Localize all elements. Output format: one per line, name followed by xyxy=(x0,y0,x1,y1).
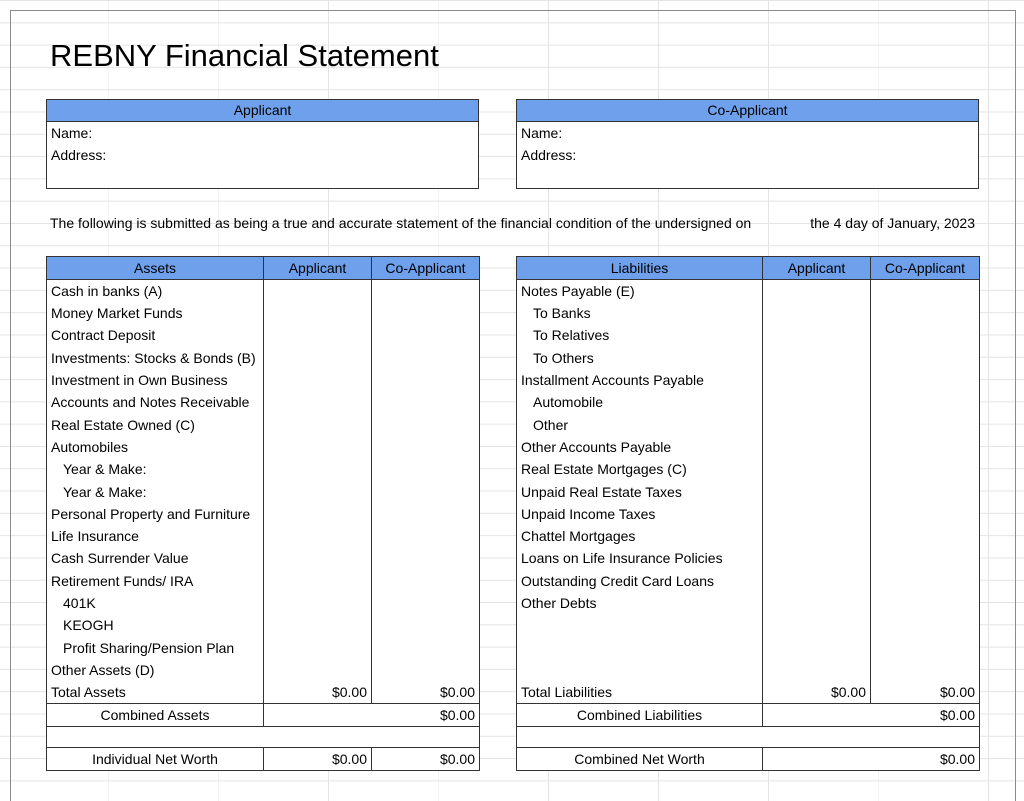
assets-applicant-cell[interactable] xyxy=(264,280,372,303)
liabilities-gap-cell xyxy=(517,727,980,749)
liabilities-row-label: Chattel Mortgages xyxy=(517,525,763,547)
assets-row-label: Other Assets (D) xyxy=(47,659,264,681)
liabilities-row xyxy=(517,614,980,636)
assets-coapplicant-cell[interactable] xyxy=(372,280,480,303)
assets-row-label: Year & Make: xyxy=(47,458,264,480)
liabilities-coapplicant-col-header: Co-Applicant xyxy=(871,257,980,280)
individual-net-worth-applicant[interactable]: $0.00 xyxy=(264,748,372,771)
liabilities-coapplicant-cell[interactable] xyxy=(871,280,980,303)
assets-applicant-cell[interactable] xyxy=(264,547,372,569)
liabilities-applicant-col-header: Applicant xyxy=(763,257,871,280)
individual-net-worth-row xyxy=(47,748,480,771)
liabilities-combined-value[interactable]: $0.00 xyxy=(871,704,980,727)
liabilities-coapplicant-cell[interactable] xyxy=(871,391,980,413)
coapplicant-name-label: Name: xyxy=(521,125,563,141)
liabilities-row-label: Installment Accounts Payable xyxy=(517,369,763,391)
assets-row-label: Personal Property and Furniture xyxy=(47,503,264,525)
liabilities-coapplicant-cell[interactable] xyxy=(871,525,980,547)
liabilities-coapplicant-cell[interactable] xyxy=(871,659,980,681)
liabilities-coapplicant-cell[interactable] xyxy=(871,570,980,592)
liabilities-applicant-cell[interactable] xyxy=(763,547,871,569)
assets-row-label: Investments: Stocks & Bonds (B) xyxy=(47,347,264,369)
liabilities-applicant-cell[interactable] xyxy=(763,391,871,413)
liabilities-row xyxy=(517,324,980,346)
liabilities-row-label: Real Estate Mortgages (C) xyxy=(517,458,763,480)
liabilities-row-label: To Others xyxy=(517,347,763,369)
assets-row-label: Year & Make: xyxy=(47,480,264,502)
liabilities-applicant-cell[interactable] xyxy=(763,324,871,346)
assets-coapplicant-cell[interactable] xyxy=(372,659,480,681)
liabilities-row-label xyxy=(517,614,763,636)
assets-applicant-cell[interactable] xyxy=(264,503,372,525)
liabilities-row xyxy=(517,480,980,502)
applicant-header: Applicant xyxy=(47,100,478,122)
liabilities-applicant-cell[interactable] xyxy=(763,302,871,324)
assets-coapplicant-cell[interactable] xyxy=(372,525,480,547)
assets-coapplicant-cell[interactable] xyxy=(372,592,480,614)
liabilities-table xyxy=(516,256,980,749)
liabilities-row-label: Automobile xyxy=(517,391,763,413)
liabilities-row xyxy=(517,503,980,525)
assets-row-label: KEOGH xyxy=(47,614,264,636)
combined-net-worth-spacer xyxy=(763,748,871,771)
liabilities-coapplicant-cell[interactable] xyxy=(871,413,980,435)
assets-gap-row xyxy=(47,727,480,749)
assets-coapplicant-cell[interactable] xyxy=(372,413,480,435)
assets-row-label: Life Insurance xyxy=(47,525,264,547)
assets-applicant-cell[interactable] xyxy=(264,302,372,324)
combined-net-worth-row xyxy=(517,748,980,771)
liabilities-row-label: Unpaid Income Taxes xyxy=(517,503,763,525)
assets-applicant-cell[interactable] xyxy=(264,347,372,369)
assets-applicant-cell[interactable] xyxy=(264,458,372,480)
assets-header-row xyxy=(47,257,480,280)
liabilities-coapplicant-cell[interactable] xyxy=(871,369,980,391)
liabilities-row xyxy=(517,369,980,391)
liabilities-row xyxy=(517,659,980,681)
liabilities-combined-row xyxy=(517,704,980,727)
liabilities-coapplicant-cell[interactable] xyxy=(871,503,980,525)
liabilities-row xyxy=(517,592,980,614)
coapplicant-name-field[interactable] xyxy=(517,122,978,144)
assets-coapplicant-cell[interactable] xyxy=(372,570,480,592)
assets-row xyxy=(47,436,480,458)
assets-row-label: Real Estate Owned (C) xyxy=(47,413,264,435)
assets-row-label: Automobiles xyxy=(47,436,264,458)
assets-coapplicant-cell[interactable] xyxy=(372,324,480,346)
liabilities-row-label: Unpaid Real Estate Taxes xyxy=(517,480,763,502)
assets-applicant-cell[interactable] xyxy=(264,636,372,658)
assets-applicant-cell[interactable] xyxy=(264,614,372,636)
liabilities-applicant-cell[interactable] xyxy=(763,525,871,547)
assets-row xyxy=(47,413,480,435)
assets-applicant-cell[interactable] xyxy=(264,592,372,614)
assets-coapplicant-cell[interactable] xyxy=(372,636,480,658)
assets-applicant-cell[interactable] xyxy=(264,436,372,458)
assets-row xyxy=(47,503,480,525)
assets-row xyxy=(47,369,480,391)
applicant-name-label: Name: xyxy=(51,125,93,141)
liabilities-applicant-cell[interactable] xyxy=(763,436,871,458)
liabilities-row xyxy=(517,436,980,458)
assets-applicant-cell[interactable] xyxy=(264,525,372,547)
coapplicant-address-label: Address: xyxy=(521,147,577,163)
assets-row xyxy=(47,547,480,569)
assets-row xyxy=(47,391,480,413)
assets-row xyxy=(47,570,480,592)
applicant-address-label: Address: xyxy=(51,147,107,163)
assets-row xyxy=(47,525,480,547)
liabilities-applicant-cell[interactable] xyxy=(763,659,871,681)
assets-row xyxy=(47,636,480,658)
individual-net-worth-coapplicant[interactable]: $0.00 xyxy=(372,748,480,771)
assets-coapplicant-cell[interactable] xyxy=(372,458,480,480)
liabilities-coapplicant-cell[interactable] xyxy=(871,302,980,324)
liabilities-coapplicant-cell[interactable] xyxy=(871,436,980,458)
liabilities-applicant-cell[interactable] xyxy=(763,280,871,303)
liabilities-total-coapplicant[interactable]: $0.00 xyxy=(871,681,980,704)
assets-row-label: 401K xyxy=(47,592,264,614)
assets-coapplicant-cell[interactable] xyxy=(372,347,480,369)
liabilities-row-label: To Relatives xyxy=(517,324,763,346)
liabilities-coapplicant-cell[interactable] xyxy=(871,592,980,614)
assets-total-applicant[interactable]: $0.00 xyxy=(264,681,372,704)
coapplicant-address-field[interactable] xyxy=(517,144,978,166)
assets-row-label: Profit Sharing/Pension Plan xyxy=(47,636,264,658)
assets-row-label: Contract Deposit xyxy=(47,324,264,346)
liabilities-total-label: Total Liabilities xyxy=(517,681,763,704)
liabilities-row-label: To Banks xyxy=(517,302,763,324)
assets-applicant-cell[interactable] xyxy=(264,391,372,413)
assets-applicant-cell[interactable] xyxy=(264,659,372,681)
assets-row xyxy=(47,458,480,480)
combined-net-worth-value[interactable]: $0.00 xyxy=(871,748,980,771)
assets-coapplicant-cell[interactable] xyxy=(372,369,480,391)
assets-row-label: Money Market Funds xyxy=(47,302,264,324)
assets-row-label: Accounts and Notes Receivable xyxy=(47,391,264,413)
assets-row xyxy=(47,324,480,346)
assets-total-label: Total Assets xyxy=(47,681,264,704)
liabilities-row xyxy=(517,525,980,547)
assets-coapplicant-col-header: Co-Applicant xyxy=(372,257,480,280)
liabilities-applicant-cell[interactable] xyxy=(763,413,871,435)
liabilities-applicant-cell[interactable] xyxy=(763,614,871,636)
assets-combined-label: Combined Assets xyxy=(47,704,264,727)
combined-net-worth-label: Combined Net Worth xyxy=(517,748,763,771)
assets-table xyxy=(46,256,480,749)
assets-applicant-col-header: Applicant xyxy=(264,257,372,280)
assets-row xyxy=(47,659,480,681)
assets-row-label: Cash in banks (A) xyxy=(47,280,264,303)
assets-coapplicant-cell[interactable] xyxy=(372,391,480,413)
assets-row xyxy=(47,280,480,303)
statement-date: the 4 day of January, 2023 xyxy=(810,215,975,231)
assets-coapplicant-cell[interactable] xyxy=(372,302,480,324)
liabilities-applicant-cell[interactable] xyxy=(763,347,871,369)
assets-total-row xyxy=(47,681,480,704)
liabilities-applicant-cell[interactable] xyxy=(763,503,871,525)
assets-row xyxy=(47,614,480,636)
assets-col-header: Assets xyxy=(47,257,264,280)
combined-net-worth-table xyxy=(516,747,980,771)
liabilities-row xyxy=(517,636,980,658)
liabilities-combined-label: Combined Liabilities xyxy=(517,704,763,727)
liabilities-row-label: Other Accounts Payable xyxy=(517,436,763,458)
liabilities-row-label xyxy=(517,636,763,658)
liabilities-row xyxy=(517,547,980,569)
assets-coapplicant-cell[interactable] xyxy=(372,436,480,458)
liabilities-header-row xyxy=(517,257,980,280)
assets-row xyxy=(47,592,480,614)
assets-combined-row xyxy=(47,704,480,727)
liabilities-row xyxy=(517,280,980,303)
liabilities-coapplicant-cell[interactable] xyxy=(871,480,980,502)
liabilities-applicant-cell[interactable] xyxy=(763,592,871,614)
assets-combined-value[interactable]: $0.00 xyxy=(372,704,480,727)
assets-row-label: Investment in Own Business xyxy=(47,369,264,391)
assets-row xyxy=(47,347,480,369)
liabilities-applicant-cell[interactable] xyxy=(763,369,871,391)
liabilities-coapplicant-cell[interactable] xyxy=(871,324,980,346)
applicant-name-field[interactable] xyxy=(47,122,478,144)
assets-applicant-cell[interactable] xyxy=(264,480,372,502)
assets-applicant-cell[interactable] xyxy=(264,413,372,435)
liabilities-row-label: Notes Payable (E) xyxy=(517,280,763,303)
page-title: REBNY Financial Statement xyxy=(50,38,439,73)
assets-gap-cell xyxy=(47,727,480,749)
liabilities-row-label: Other Debts xyxy=(517,592,763,614)
liabilities-coapplicant-cell[interactable] xyxy=(871,614,980,636)
assets-row-label: Retirement Funds/ IRA xyxy=(47,570,264,592)
liabilities-row xyxy=(517,413,980,435)
liabilities-row-label xyxy=(517,659,763,681)
liabilities-row-label: Loans on Life Insurance Policies xyxy=(517,547,763,569)
individual-net-worth-table xyxy=(46,747,480,771)
assets-coapplicant-cell[interactable] xyxy=(372,614,480,636)
liabilities-row xyxy=(517,347,980,369)
liabilities-col-header: Liabilities xyxy=(517,257,763,280)
liabilities-row xyxy=(517,391,980,413)
liabilities-coapplicant-cell[interactable] xyxy=(871,347,980,369)
assets-row-label: Cash Surrender Value xyxy=(47,547,264,569)
assets-row xyxy=(47,302,480,324)
liabilities-combined-spacer xyxy=(763,704,871,727)
liabilities-row xyxy=(517,458,980,480)
assets-coapplicant-cell[interactable] xyxy=(372,503,480,525)
assets-applicant-cell[interactable] xyxy=(264,369,372,391)
statement-text: The following is submitted as being a true and accurate statement of the financial condition of the undersigned on xyxy=(50,215,752,231)
individual-net-worth-label: Individual Net Worth xyxy=(47,748,264,771)
liabilities-coapplicant-cell[interactable] xyxy=(871,636,980,658)
coapplicant-info-box xyxy=(516,99,979,189)
liabilities-applicant-cell[interactable] xyxy=(763,636,871,658)
assets-applicant-cell[interactable] xyxy=(264,570,372,592)
liabilities-applicant-cell[interactable] xyxy=(763,458,871,480)
assets-combined-spacer xyxy=(264,704,372,727)
applicant-info-box xyxy=(46,99,479,189)
assets-total-coapplicant[interactable]: $0.00 xyxy=(372,681,480,704)
assets-applicant-cell[interactable] xyxy=(264,324,372,346)
liabilities-row-label: Other xyxy=(517,413,763,435)
liabilities-row-label: Outstanding Credit Card Loans xyxy=(517,570,763,592)
assets-coapplicant-cell[interactable] xyxy=(372,480,480,502)
coapplicant-header: Co-Applicant xyxy=(517,100,978,122)
liabilities-coapplicant-cell[interactable] xyxy=(871,458,980,480)
liabilities-row xyxy=(517,570,980,592)
assets-coapplicant-cell[interactable] xyxy=(372,547,480,569)
liabilities-applicant-cell[interactable] xyxy=(763,480,871,502)
applicant-address-field[interactable] xyxy=(47,144,478,166)
liabilities-applicant-cell[interactable] xyxy=(763,570,871,592)
liabilities-row xyxy=(517,302,980,324)
liabilities-total-row xyxy=(517,681,980,704)
liabilities-coapplicant-cell[interactable] xyxy=(871,547,980,569)
liabilities-total-applicant[interactable]: $0.00 xyxy=(763,681,871,704)
assets-row xyxy=(47,480,480,502)
liabilities-gap-row xyxy=(517,727,980,749)
